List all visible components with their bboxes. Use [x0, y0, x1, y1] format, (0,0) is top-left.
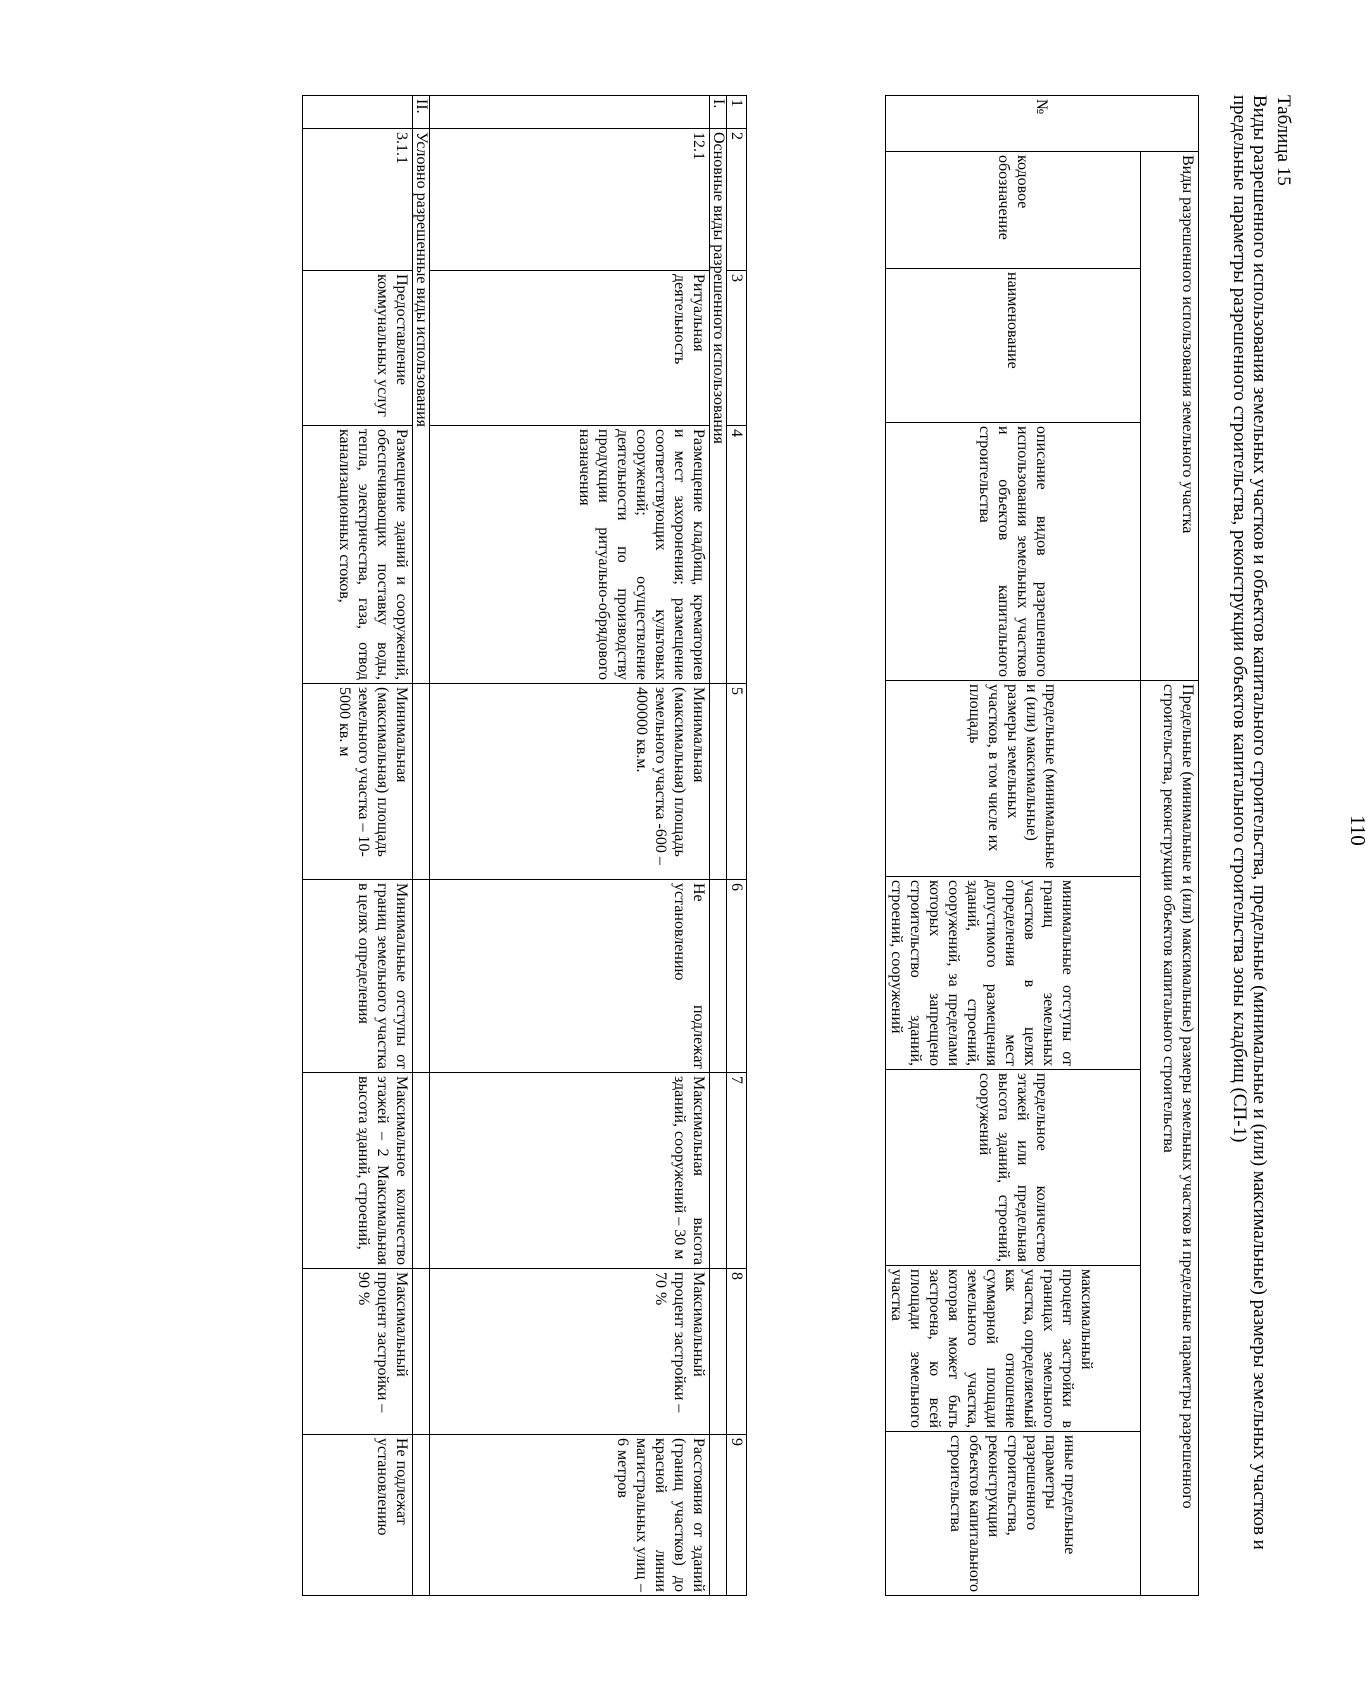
section-row	[413, 96, 430, 1596]
column-number: 6	[727, 880, 747, 1073]
header-number: №	[886, 96, 1199, 152]
column-number: 9	[727, 1435, 747, 1596]
cell-code: 12.1	[430, 129, 710, 271]
header-floors: предельное количество этажей или предельная высота зданий, строений, сооружений	[886, 1070, 1141, 1266]
cell-code: 3.1.1	[303, 129, 413, 271]
table-row	[430, 96, 710, 1596]
column-number: 2	[727, 129, 747, 271]
column-number: 5	[727, 684, 747, 880]
header-name: наименование	[886, 269, 1141, 423]
cell-setbacks: Минимальные отступы от границ земельного участка в целях определения	[303, 880, 413, 1073]
cell-size: Минимальная (максимальная) площадь земельного участка – 10-5000 кв. м	[303, 684, 413, 880]
cell-coverage: Максимальный процент застройки – 70 %	[430, 1269, 710, 1435]
header-coverage: максимальный процент застройки в границах земельного участка, определяемый как отношение суммарной площади земельного участка, которая может быть застроена, ко всей площади земельного участка	[886, 1266, 1141, 1432]
page-number: 110	[1346, 815, 1370, 846]
cell-setbacks: Не подлежат установлению	[430, 880, 710, 1073]
column-number: 8	[727, 1269, 747, 1435]
column-number: 3	[727, 271, 747, 426]
cell-coverage: Максимальный процент застройки – 90 %	[303, 1269, 413, 1435]
table-body	[302, 95, 747, 1596]
header-size: предельные (минимальные и (или) максимальные) размеры земельных участков, в том числе их площадь	[886, 681, 1141, 877]
cell-other: Расстояния от зданий (границ участков) до красной линии магистральных улиц – 6 метров	[430, 1435, 710, 1596]
cell-description: Размещение кладбищ, крематориев и мест захоронения; размещение соответствующих культовых сооружений; осуществление деятельности по производству продукции ритуально-обрядового назначения	[430, 426, 710, 684]
header-description: описание видов разрешенного использования земельных участков и объектов капитального строительства	[886, 423, 1141, 681]
section-row	[710, 96, 727, 1596]
cell-name: Ритуальная деятельность	[430, 271, 710, 426]
table-header	[885, 95, 1199, 1596]
section-number: I.	[710, 96, 727, 129]
section-title: Основные виды разрешенного использования	[710, 129, 727, 684]
section-title: Условно разрешенные виды использования	[413, 129, 430, 684]
cell-description: Размещение зданий и сооружений, обеспечивающих поставку воды, тепла, электричества, газа, отвод канализационных стоков,	[303, 426, 413, 684]
header-group-params: Предельные (минимальные и (или) максимальные) размеры земельных участков и предельные параметры разрешенного строительства, реконструкции объектов капитального строительства	[1141, 681, 1199, 1596]
section-number: II.	[413, 96, 430, 129]
rotated-page	[150, 95, 1370, 1595]
column-number: 1	[727, 96, 747, 129]
column-number: 4	[727, 426, 747, 684]
header-group-vri: Виды разрешенного использования земельного участка	[1141, 152, 1199, 681]
column-number: 7	[727, 1073, 747, 1269]
table-caption: Виды разрешенного использования земельных участков и объектов капитального строительства, предельные (минимальные и (или) максимальные) размеры земельных участков и предельные параметры разрешенного строительства, реконструкции объектов капитального строительства зоны кладбищ (СП-1)	[1229, 95, 1270, 1550]
cell-other: Не подлежат установлению	[303, 1435, 413, 1596]
cell-floors: Максимальная высота зданий, сооружений – 30 м	[430, 1073, 710, 1269]
column-numbers-row	[727, 96, 747, 1596]
header-code: кодовое обозначение	[886, 152, 1141, 269]
cell-floors: Максимальное количество этажей – 2 Максимальная высота зданий, строений,	[303, 1073, 413, 1269]
header-setbacks: минимальные отступы от границ земельных участков в целях определения мест допустимого размещения зданий, строений, сооружений, за пределами которых запрещено строительство зданий, строений, сооружений	[886, 877, 1141, 1070]
cell-name: Предоставление коммунальных услуг	[303, 271, 413, 426]
table-title: Таблица 15	[1273, 95, 1294, 186]
table-row	[303, 96, 413, 1596]
header-other: иные предельные параметры разрешенного строительства, реконструкции объектов капитального строительства	[886, 1432, 1141, 1596]
cell-size: Минимальная (максимальная) площадь земельного участка -600 – 400000 кв.м.	[430, 684, 710, 880]
